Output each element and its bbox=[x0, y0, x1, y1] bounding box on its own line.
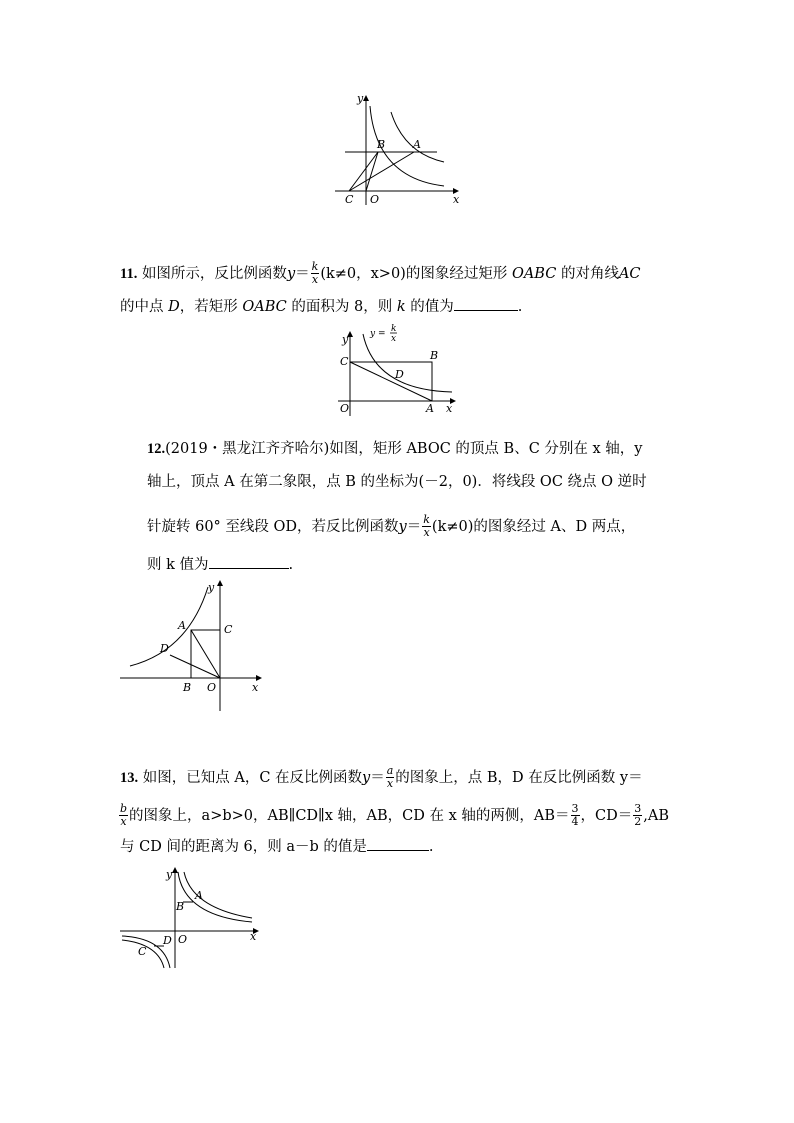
question-12-line-2: 轴上，顶点 A 在第二象限，点 B 的坐标为(－2，0)．将线段 OC 绕点 O 逆时 bbox=[147, 474, 647, 490]
label-o: O bbox=[178, 933, 188, 946]
figure-13 bbox=[118, 864, 268, 974]
question-12-line-3: 针旋转 60° 至线段 OD，若反比例函数y＝ $\frac{k}{x}$ (k≠0)的图象经过 A、D 两点， bbox=[147, 513, 636, 539]
label-o: O bbox=[207, 681, 217, 694]
figure-12 bbox=[118, 577, 268, 717]
label-d: D bbox=[160, 642, 169, 655]
label-a: A bbox=[195, 889, 203, 902]
answer-blank bbox=[209, 556, 289, 569]
segment-ca bbox=[349, 152, 414, 191]
segment-cb bbox=[349, 152, 378, 191]
fraction-k-over-x: $\frac{k}{x}$ bbox=[311, 260, 319, 286]
label-b: B bbox=[377, 138, 386, 151]
label-o: O bbox=[340, 402, 350, 415]
label-y: y bbox=[208, 581, 215, 594]
label-c: C bbox=[345, 193, 354, 206]
label-eq: y = bbox=[370, 329, 386, 339]
label-x: x bbox=[446, 402, 453, 415]
label-o: O bbox=[370, 193, 380, 206]
label-a: A bbox=[426, 402, 434, 415]
question-13-line-2: $\frac{b}{x}$ 的图象上，a>b>0，AB∥CD∥x 轴，AB，CD 在 x 轴的两侧，AB＝ $\frac{3}{4}$ ，CD＝ $\frac{3}{2}$ ,AB bbox=[120, 802, 669, 828]
answer-blank bbox=[454, 298, 518, 311]
curve-outer bbox=[391, 112, 444, 162]
label-x: x bbox=[453, 193, 460, 206]
diagonal-ac bbox=[350, 362, 432, 401]
label-y: y bbox=[357, 92, 364, 105]
question-12-line-4: 则 k 值为 . bbox=[147, 557, 294, 573]
figure-10 bbox=[330, 90, 465, 210]
question-11-line-2: 的中点 D，若矩形 OABC 的面积为 8，则 k 的值为 . bbox=[120, 299, 523, 315]
label-xd: x bbox=[391, 334, 397, 344]
curve-a-q1 bbox=[178, 872, 252, 922]
fraction-3-over-2: $\frac{3}{2}$ bbox=[634, 802, 642, 828]
curve bbox=[130, 587, 208, 666]
question-13-line-1: 13. 如图，已知点 A，C 在反比例函数y＝ $\frac{a}{x}$ 的图象上，点 B，D 在反比例函数 y＝ bbox=[120, 764, 643, 790]
label-c: C bbox=[340, 355, 349, 368]
label-b: B bbox=[183, 681, 192, 694]
label-c: C bbox=[224, 623, 233, 636]
fraction-k-over-x: $\frac{k}{x}$ bbox=[423, 513, 430, 539]
label-k: k bbox=[391, 324, 397, 334]
fraction-b-over-x: $\frac{b}{x}$ bbox=[120, 802, 128, 828]
question-12-line-1: 12.(2019・黑龙江齐齐哈尔)如图，矩形 ABOC 的顶点 B、C 分别在 x 轴，y bbox=[147, 441, 643, 457]
label-c: C bbox=[138, 945, 147, 958]
figure-11 bbox=[335, 318, 465, 418]
label-x: x bbox=[252, 681, 259, 694]
label-d: D bbox=[163, 934, 172, 947]
fraction-a-over-x: $\frac{a}{x}$ bbox=[386, 764, 394, 790]
label-b: B bbox=[176, 900, 185, 913]
question-11-line-1: 11. 如图所示，反比例函数y＝ $\frac{k}{x}$ (k≠0，x>0)的图象经过矩形 OABC 的对角线AC bbox=[120, 260, 641, 286]
curve bbox=[363, 334, 452, 392]
label-a: A bbox=[178, 619, 186, 632]
label-y: y bbox=[166, 868, 173, 881]
answer-blank bbox=[367, 838, 429, 851]
segment-bo bbox=[366, 152, 378, 191]
fraction-3-over-4: $\frac{3}{4}$ bbox=[571, 802, 579, 828]
label-y: y bbox=[342, 333, 349, 346]
question-13-line-3: 与 CD 间的距离为 6，则 a－b 的值是 . bbox=[120, 839, 434, 855]
label-b: B bbox=[430, 349, 439, 362]
label-d: D bbox=[395, 368, 404, 381]
label-a: A bbox=[413, 138, 421, 151]
label-x: x bbox=[250, 930, 257, 943]
